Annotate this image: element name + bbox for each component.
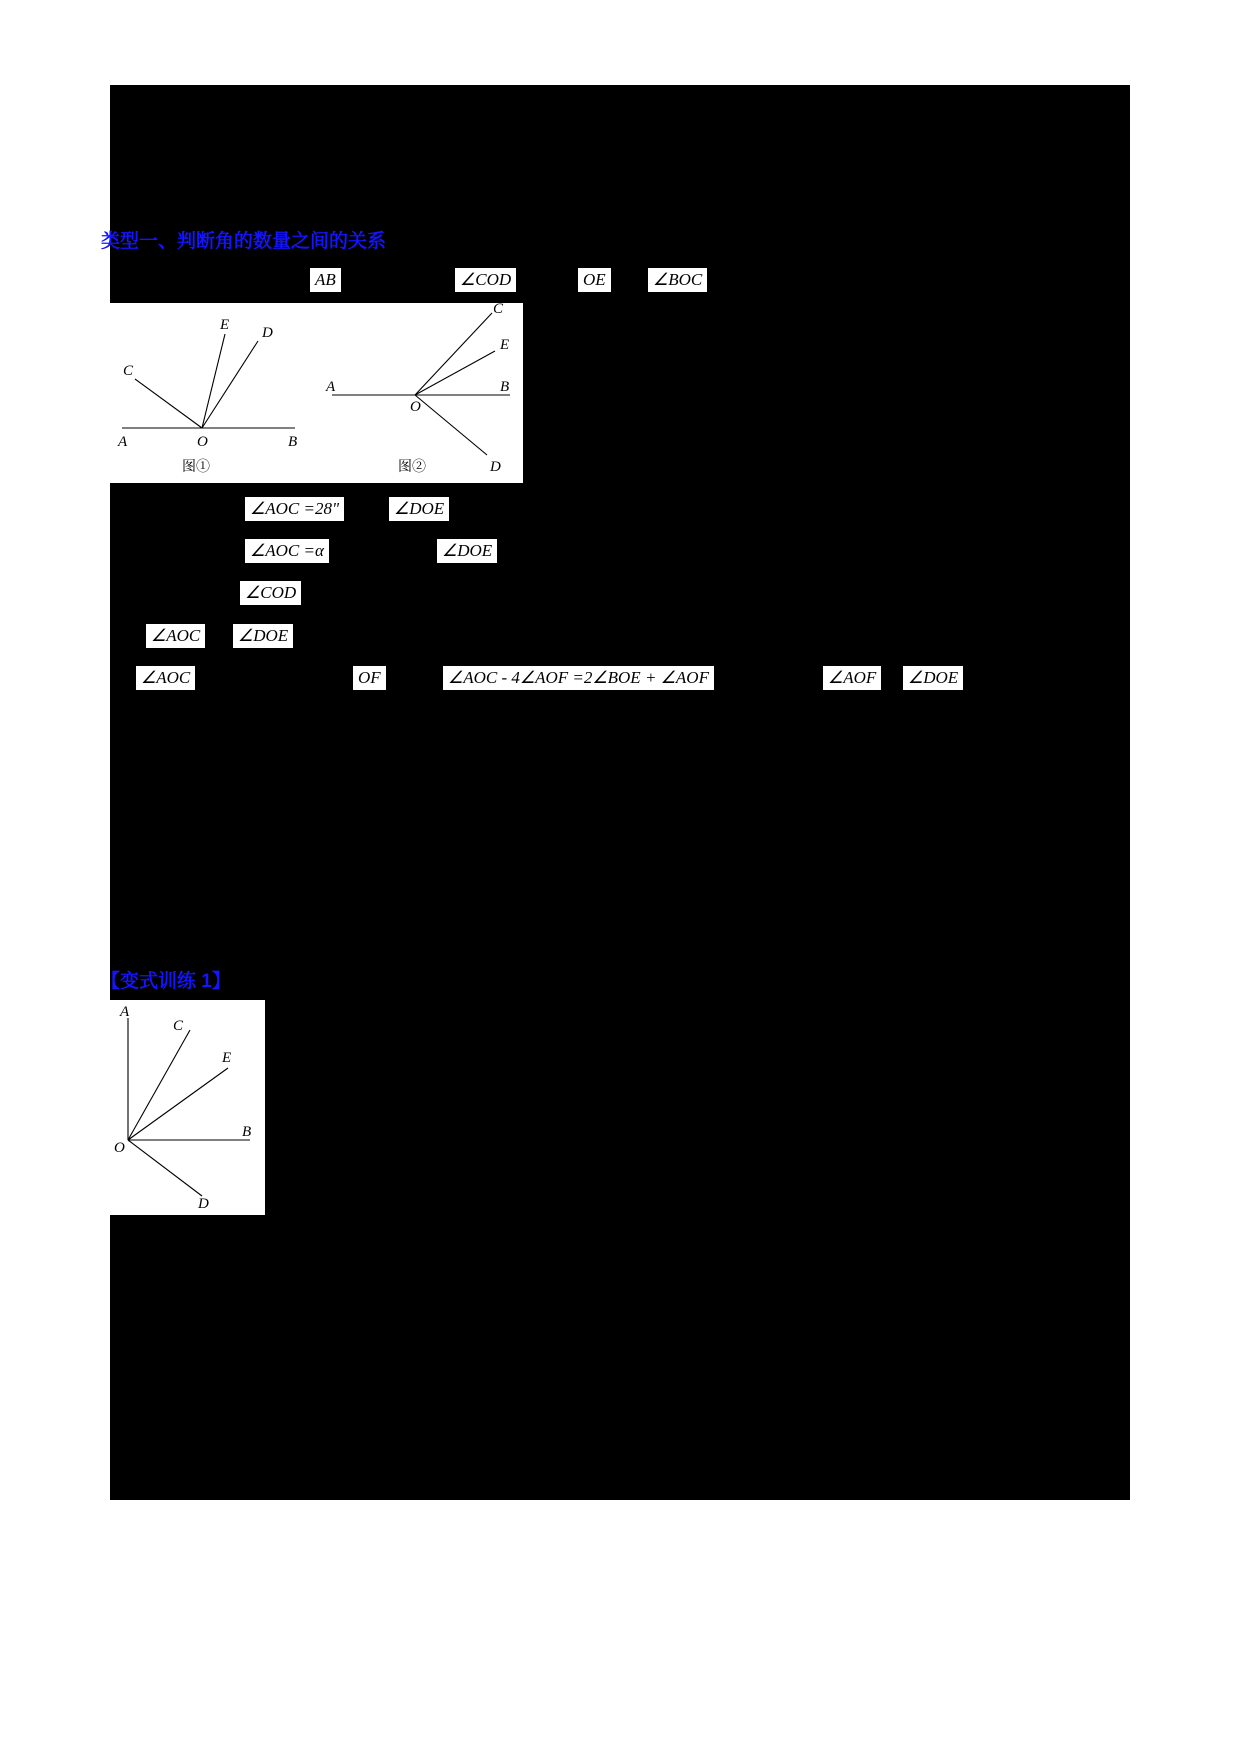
fig1-label-O: O [197,434,208,450]
fig1-label-C: C [123,363,134,379]
fig2-label-O: O [410,399,421,415]
math-expression-doe-2: ∠DOE [437,539,497,563]
fig2-label-E: E [500,337,510,353]
math-expression-doe-1: ∠DOE [389,497,449,521]
math-expression-cod-2: ∠COD [240,581,301,605]
math-expression-cod: ∠COD [455,268,516,292]
math-expression-doe-4: ∠DOE [903,666,963,690]
math-expression-of: OF [353,666,386,690]
figure-angle-pair [110,303,523,483]
fig1-label-B: B [288,434,298,450]
fig2-label-D: D [490,459,501,475]
math-expression-oe: OE [578,268,611,292]
figv-label-O: O [114,1140,125,1156]
figure-variant-angles-svg [110,1000,265,1215]
figv-label-A: A [120,1004,130,1020]
fig1-caption: 图① [182,458,210,474]
redacted-document-body [110,85,1130,1500]
fig1-label-E: E [220,317,230,333]
figv-label-C: C [173,1018,184,1034]
math-expression-doe-3: ∠DOE [233,624,293,648]
fig2-label-B: B [500,379,510,395]
figure-angle-pair-svg [110,303,523,483]
figure-variant-angles [110,1000,265,1215]
math-expression-aoc-3: ∠AOC [136,666,195,690]
heading-type-one: 类型一、判断角的数量之间的关系 [101,231,387,252]
fig2-label-C: C [493,303,504,317]
fig1-label-D: D [262,325,273,341]
fig1-label-A: A [118,434,128,450]
math-expression-aoc-2: ∠AOC [146,624,205,648]
math-expression-ab: AB [310,268,341,292]
figv-label-D: D [198,1196,209,1212]
math-expression-equation: ∠AOC - 4∠AOF =2∠BOE + ∠AOF [443,666,714,690]
figv-label-B: B [242,1124,252,1140]
fig2-label-A: A [326,379,336,395]
math-expression-boc: ∠BOC [648,268,707,292]
math-expression-aoc-alpha: ∠AOC =α [245,539,329,563]
figv-label-E: E [222,1050,232,1066]
heading-variant-one: 【变式训练 1】 [101,971,231,992]
fig2-caption: 图② [398,458,426,474]
math-expression-aoc-28: ∠AOC =28" [245,497,344,521]
math-expression-aof: ∠AOF [823,666,881,690]
